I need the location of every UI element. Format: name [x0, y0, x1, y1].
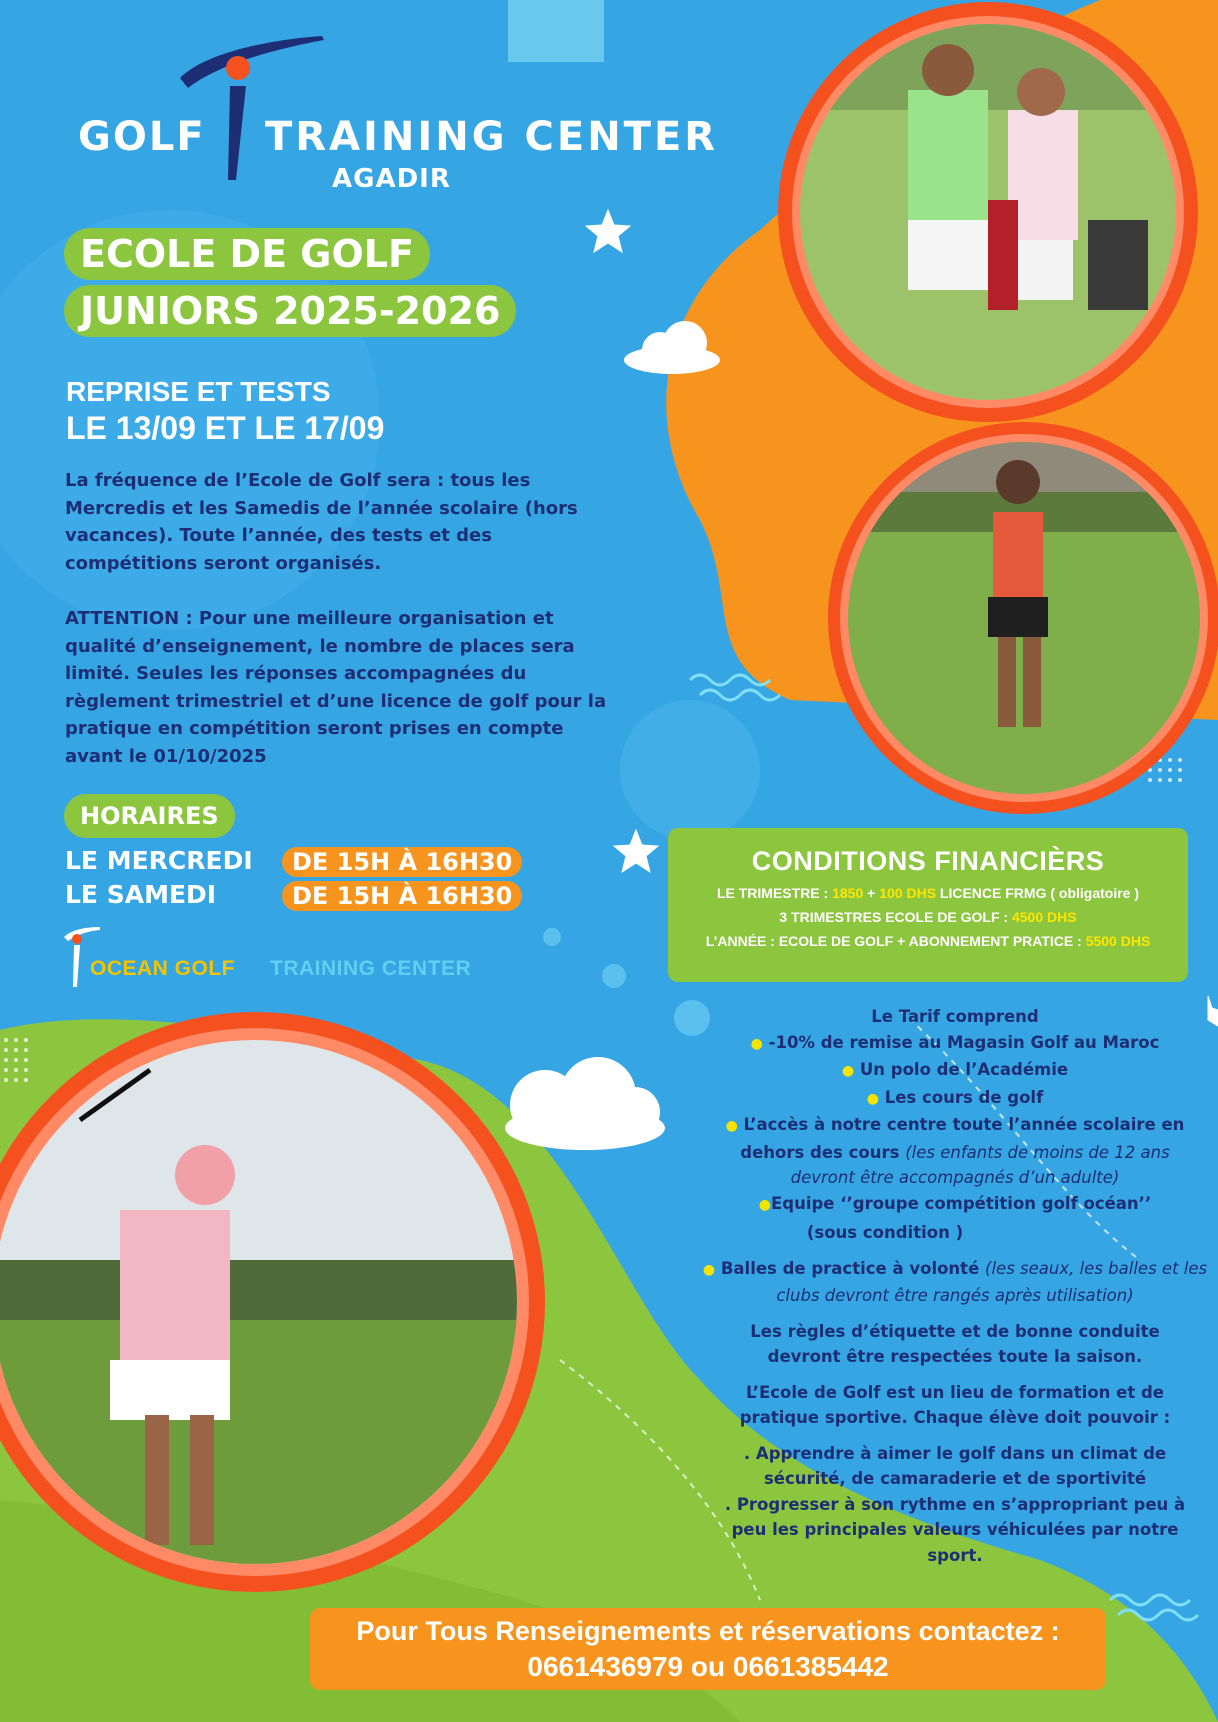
schedule-day-mercredi: LE MERCREDI: [65, 846, 253, 875]
list-item-note: (sous condition ): [806, 1223, 964, 1242]
bullet-icon: ●: [841, 1063, 855, 1079]
reprise-line-1: REPRISE ET TESTS: [66, 376, 331, 407]
bullet-icon: ●: [866, 1090, 879, 1107]
photo-two-girls: [758, 0, 1218, 425]
list-item: ●Equipe ‘’groupe compétition golf océan’’: [758, 1193, 1152, 1213]
schedule-time-samedi: DE 15H À 16H30: [282, 881, 522, 911]
contact-bar: [310, 1608, 1106, 1690]
reprise-block: [66, 375, 384, 447]
attention-paragraph: ATTENTION : Pour une meilleure organisation et qualité d’enseignement, le nombre de places sera limité. Seules les réponses accompagnées du règlement trimestriel et d’une licence de golf pour la pratique en compétition seront prises en compte avant le 01/10/2025: [65, 608, 607, 767]
schedule-day-samedi: LE SAMEDI: [65, 880, 217, 909]
conditions-row-annee: L’ANNÉE : ECOLE DE GOLF + ABONNEMENT PRATICE : 5500 DHS: [705, 933, 1151, 949]
photo-girl-swing: [818, 412, 1218, 824]
list-item: ● Les cours de golf: [866, 1087, 1044, 1107]
bullet-icon: ●: [750, 1035, 763, 1052]
reprise-line-2: LE 13/09 ET LE 17/09: [66, 410, 385, 446]
photo-girl-driving-range: [0, 1000, 555, 1610]
title-line-1: ECOLE DE GOLF: [64, 228, 430, 280]
conditions-row-3-trimestres: 3 TRIMESTRES ECOLE DE GOLF : 4500 DHS: [779, 909, 1077, 925]
schedule-time-mercredi: DE 15H À 16H30: [282, 847, 522, 877]
list-item: ● Un polo de l’Académie: [841, 1060, 1069, 1079]
bullet-icon: ●: [725, 1118, 738, 1134]
conditions-row-trimestre: LE TRIMESTRE : 1850 + 100 DHS LICENCE FRMG ( obligatoire ): [716, 885, 1140, 901]
regles-text: Les règles d’étiquette et de bonne conduite devront être respectées toute la saison.: [750, 1321, 1160, 1366]
logo-city: AGADIR: [332, 164, 451, 194]
contact-line-1: Pour Tous Renseignements et réservations contactez :: [356, 1616, 1060, 1646]
ocean-golf-logo: [60, 925, 530, 991]
ecole-text: L’Ecole de Golf est un lieu de formation et de pratique sportive. Chaque élève doit pouvoir :: [739, 1382, 1171, 1427]
list-item: ● -10% de remise au Magasin Golf au Maroc: [750, 1032, 1160, 1052]
conditions-financieres-box: [668, 828, 1188, 982]
title-line-2: JUNIORS 2025-2026: [64, 285, 516, 337]
ocean-logo-part-1: OCEAN GOLF: [90, 957, 235, 980]
point-progresser: . Progresser à son rythme en s’appropriant peu à peu les principales valeurs véhiculées par notre sport.: [724, 1494, 1186, 1565]
list-item: ● Balles de practice à volonté (les seaux, les balles et les clubs devront être rangés après utilisation): [702, 1258, 1208, 1305]
tarif-list: [690, 1004, 1218, 1568]
logo-word-golf: GOLF: [78, 114, 206, 160]
bullet-icon: ●: [702, 1261, 716, 1278]
ocean-logo-part-2: TRAINING CENTER: [270, 957, 472, 980]
frequence-paragraph: La fréquence de l’Ecole de Golf sera : tous les Mercredis et les Samedis de l’année scolaire (hors vacances). Toute l’année, des tests et des compétitions seront organisés.: [65, 470, 578, 574]
bullet-icon: ●: [758, 1196, 771, 1213]
point-apprendre: . Apprendre à aimer le golf dans un climat de sécurité, de camaraderie et de sportivité: [743, 1443, 1167, 1488]
conditions-title: CONDITIONS FINANCIÈRS: [751, 846, 1105, 876]
horaires-label: HORAIRES: [64, 794, 235, 838]
list-item: ● L’accès à notre centre toute l’année scolaire en dehors des cours (les enfants de moins de 12 ans devront être accompagnés d’un adulte): [725, 1115, 1185, 1187]
tarif-heading: Le Tarif comprend: [871, 1007, 1039, 1026]
logo-word-training-center: TRAINING CENTER: [265, 114, 719, 160]
golf-training-center-logo: [60, 28, 750, 198]
contact-phones[interactable]: 0661436979 ou 0661385442: [527, 1651, 889, 1682]
